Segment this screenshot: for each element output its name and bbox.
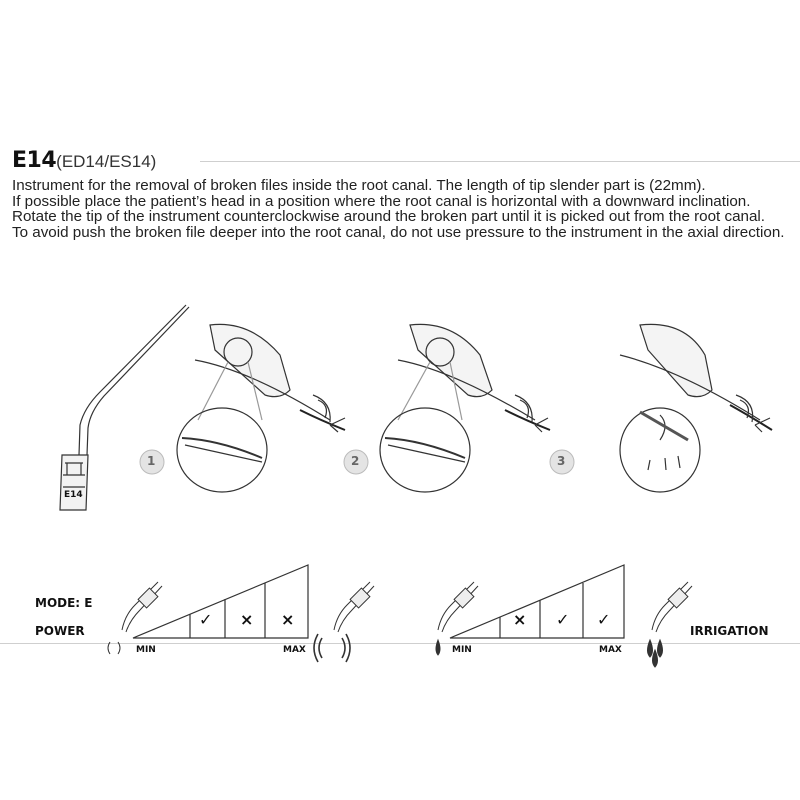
power-max-label: MAX — [283, 645, 306, 655]
power-min-label: MIN — [136, 645, 156, 655]
irrigation-label: IRRIGATION — [690, 624, 769, 638]
irrigation-min-label: MIN — [452, 645, 472, 655]
step-number: 2 — [351, 454, 360, 468]
tip-label: E14 — [64, 490, 83, 500]
irrigation-level-4: ✓ — [597, 610, 611, 629]
product-code: E14 — [12, 148, 57, 173]
description-paragraph: If possible place the patient’s head in a position where the root canal is horizontal with a downward inclination. Rotate the tip of the instrument counterclockwise around the broken part until it is picked out from the root canal. — [12, 192, 766, 226]
power-level-2: ✓ — [199, 610, 213, 629]
irrigation-level-2: × — [513, 610, 527, 629]
product-alias: (ED14/ES14) — [56, 152, 157, 171]
irrigation-level-3: ✓ — [556, 610, 570, 629]
power-level-3: × — [240, 610, 254, 629]
mode-label: MODE: E — [35, 596, 93, 610]
step-number: 1 — [147, 454, 156, 468]
description-paragraph: To avoid push the broken file deeper into the root canal, do not use pressure to the instrument in the axial direction. — [12, 223, 785, 241]
power-level-4: × — [281, 610, 295, 629]
irrigation-max-label: MAX — [599, 645, 622, 655]
step-number: 3 — [557, 454, 566, 468]
power-label: POWER — [35, 624, 85, 638]
description-paragraph: Instrument for the removal of broken files inside the root canal. The length of tip slender part is (22mm). — [12, 177, 706, 194]
